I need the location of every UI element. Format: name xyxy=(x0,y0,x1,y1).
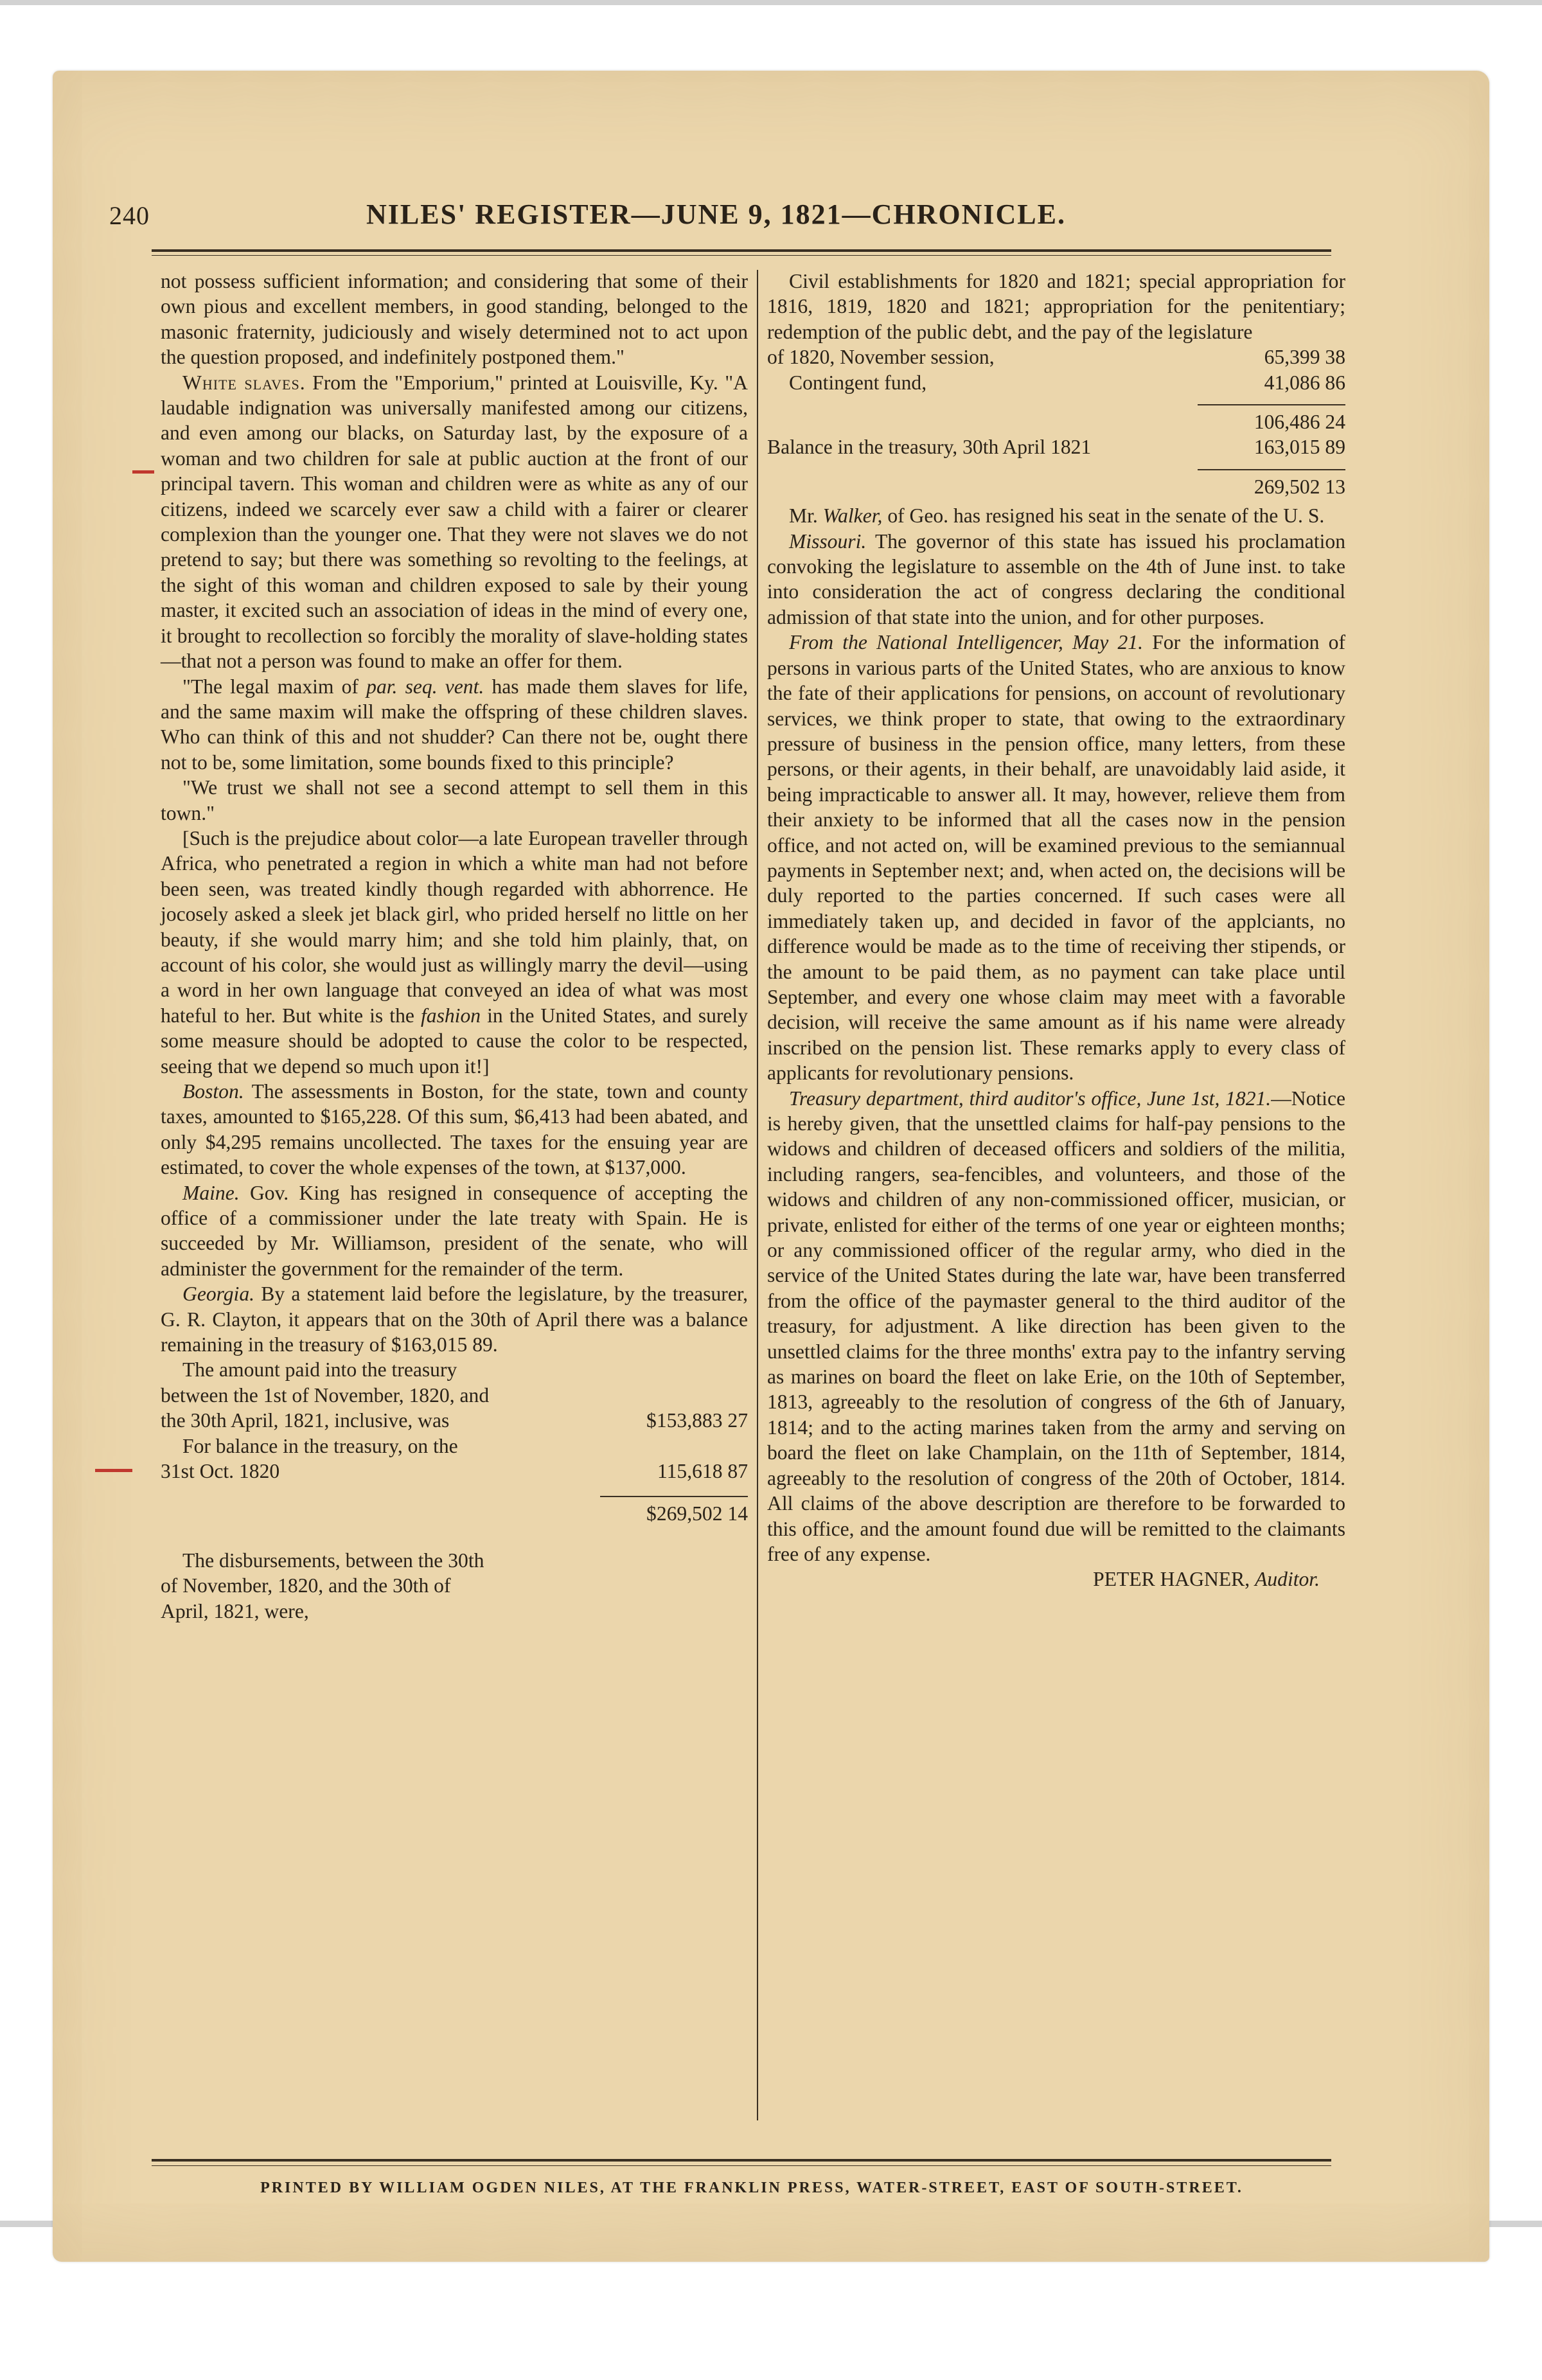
civil-establishments: Civil establishments for 1820 and 1821; special appropriation for 1816, 1819, 1820 and 1821; appropriation for the penitentiary; redemption of the public debt, and the pay of the legislature xyxy=(767,270,1345,343)
legal-maxim-body: has made them slaves for life, and the same maxim will make the offspring of these children slaves. Who can think of this and not shudder? Can there not be, ought there not to be, some limitation, some bounds fixed to this principle? xyxy=(161,675,748,774)
contingent-row xyxy=(767,370,1345,395)
walker-mr: Mr. xyxy=(789,504,818,528)
missouri-heading: Missouri. xyxy=(789,529,867,553)
right-column xyxy=(767,269,1345,1592)
prejudice-close: in the United States, and surely some measure should be adopted to cause the color to be respected, seeing that we depend so much upon it!] xyxy=(161,1004,748,1078)
subtotal-amount: 106,486 24 xyxy=(1254,411,1345,434)
treasury-notice-body: —Notice is hereby given, that the unsettled claims for half-pay pensions to the widows and children of deceased officers and soldiers of the militia, including rangers, sea-fencibles, and volunteers, and those of the widows and children of any non-commissioned officer, musician, or private, enlisted for either of the terms of one year or eighteen months; or any commissioned officer of the regular army, who died in the service of the United States during the late war, have been transferred from the office of the paymaster general to the third auditor of the treasury, for adjustment. A like direction has been given to the unsettled claims for the three months' extra pay to the infantry serving as marines on board the fleet on lake Erie, on the 10th of September, 1813, agreeably to the resolution of congress of the 6th of January, 1814; and to the acting marines taken from the army and serving on board the fleet on lake Champlain, on the 11th of September, 1814, agreeably to the resolution of congress of the 20th of October, 1814. All claims of the above description are therefore to be forwarded to this office, and the amount found due will be remitted to the claimants free of any expense. xyxy=(767,1087,1345,1565)
contingent-amount: 41,086 86 xyxy=(1264,371,1345,394)
prejudice-paragraph xyxy=(161,826,748,1079)
legal-maxim-intro: "The legal maxim of xyxy=(182,675,359,698)
footer-rule-thin xyxy=(152,2165,1331,2166)
civil-label: of 1820, November session, xyxy=(767,346,995,369)
georgia-body: By a statement laid before the legislature, by the treasurer, G. R. Clayton, it appears that on the 30th of April there was a balance remaining in the treasury of $163,015 89. xyxy=(161,1283,749,1356)
paid-line-1: The amount paid into the treasury xyxy=(182,1358,457,1381)
total-amount: $269,502 14 xyxy=(646,1502,748,1525)
signature xyxy=(767,1567,1345,1592)
footer-rule-thick xyxy=(152,2159,1331,2162)
paid-line-2: between the 1st of November, 1820, and xyxy=(161,1383,490,1407)
balance-row xyxy=(161,1459,748,1484)
legal-maxim-paragraph xyxy=(161,674,748,776)
signature-name: PETER HAGNER, xyxy=(1093,1568,1250,1591)
sum-rule-left xyxy=(600,1496,748,1497)
disbursement-line-3: April, 1821, were, xyxy=(161,1599,309,1622)
sum-rule-right-1 xyxy=(1198,404,1345,405)
balance-label: 31st Oct. 1820 xyxy=(161,1460,280,1483)
column-divider xyxy=(757,270,758,2120)
balance-amount: 115,618 87 xyxy=(657,1460,748,1483)
disbursement-line-2: of November, 1820, and the 30th of xyxy=(161,1574,451,1597)
margin-mark-1 xyxy=(132,470,154,474)
treasury-notice-heading: Treasury department, third auditor's office, June 1st, 1821. xyxy=(789,1087,1272,1110)
civil-row xyxy=(767,344,1345,369)
running-title: NILES' REGISTER—JUNE 9, 1821—CHRONICLE. xyxy=(366,199,1066,230)
maine-heading: Maine. xyxy=(182,1181,240,1204)
maine-paragraph xyxy=(161,1180,748,1282)
prejudice-fashion: fashion xyxy=(421,1004,481,1027)
page-number: 240 xyxy=(109,201,150,230)
disbursement-line-1: The disbursements, between the 30th xyxy=(182,1549,484,1572)
treasury-notice-paragraph xyxy=(767,1086,1345,1567)
maine-body: Gov. King has resigned in consequence of accepting the office of a commissioner under the late treaty with Spain. He is succeeded by Mr. Williamson, president of the senate, who will administer the government for the remainder of the term. xyxy=(161,1181,748,1280)
white-slaves-body: From the "Emporium," printed at Louisville, Ky. "A laudable indignation was universally manifested among our citizens, and even among our blacks, on Saturday last, by the exposure of a woman and two children for sale at public auction at the front of our principal tavern. This woman and children were as white as any of our citizens, indeed we scarcely ever saw a child with a fairer or clearer complexion than the younger one. That they were not slaves we do not pretend to say; but there was something so revolting to the feelings, at the sight of this woman and children exposed to sale by their young master, it excited such an association of ideas in the mind of every one, it brought to recollection so forcibly the morality of slave-holding states—that not a person was found to make an offer for them. xyxy=(161,371,748,673)
contingent-label: Contingent fund, xyxy=(789,371,927,394)
civil-amount: 65,399 38 xyxy=(1264,346,1345,369)
grand-total: 269,502 13 xyxy=(1254,475,1345,498)
missouri-paragraph xyxy=(767,529,1345,630)
masonic-paragraph: not possess sufficient information; and considering that some of their own pious and excellent members, in good standing, belonged to the masonic fraternity, judiciously and wisely determined not to act upon the question proposed, and indefinitely postponed them." xyxy=(161,270,748,369)
treasury-balance-amount: 163,015 89 xyxy=(1254,436,1345,459)
treasury-balance-label: Balance in the treasury, 30th April 1821 xyxy=(767,436,1092,459)
walker-body: of Geo. has resigned his seat in the senate of the U. S. xyxy=(887,504,1325,528)
left-column xyxy=(161,269,748,1624)
paid-label: the 30th April, 1821, inclusive, was xyxy=(161,1409,450,1432)
scanner-band-top xyxy=(0,0,1542,5)
paid-amount: $153,883 27 xyxy=(646,1409,748,1432)
boston-heading: Boston. xyxy=(182,1080,244,1103)
walker-name: Walker, xyxy=(822,504,883,528)
prejudice-body: [Such is the prejudice about color—a late European traveller through Africa, who penetrated a region in which a white man had not before been seen, was treated kindly though regarded with abhorrence. He jocosely asked a sleek jet black girl, who prided herself no little on her beauty, if she would marry him; and she told him plainly, that, on account of his color, she would just as willingly marry the devil—using a word in her own language that conveyed an idea of what was most hateful to her. But white is the xyxy=(161,826,748,1027)
sum-rule-right-2 xyxy=(1198,469,1345,470)
legal-maxim-latin: par. seq. vent. xyxy=(366,675,484,698)
balance-line-1: For balance in the treasury, on the xyxy=(182,1434,458,1457)
georgia-paragraph xyxy=(161,1281,748,1357)
white-slaves-heading: White slaves. xyxy=(182,371,306,394)
paid-row xyxy=(161,1408,748,1433)
boston-body: The assessments in Boston, for the state, town and county taxes, amounted to $165,228. Of this sum, $6,413 had been abated, and only $4,295 remains uncollected. The taxes for the ensuing year are estimated, to cover the whole expenses of the town, at $137,000. xyxy=(161,1080,748,1179)
intelligencer-heading: From the National Intelligencer, May 21. xyxy=(789,631,1143,654)
intelligencer-body: For the information of persons in various parts of the United States, who are anxious to know the fate of their applications for pensions, on account of revolutionary services, we think proper to state, that owing to the extraordinary pressure of business in the pension office, many letters, from these persons, or their agents, in their behalf, are unavoidably laid aside, it being impracticable to answer all. It may, however, relieve them from their anxiety to be informed that all the cases now in the pension office, and not acted on, will be examined previous to the semiannual payments in September next; and, when acted on, the decisions will be duly reported to the parties concerned. If such cases were all immediately taken up, and decided in favor of the applciants, no difference would be made as to the time of receiving ther stipends, or the amount to be paid them, as no payment can take place until September, and every one whose claim may meet with a favorable decision, will receive the same amount as if his name were already inscribed on the pension list. These remarks apply to every class of applicants for revolutionary pensions. xyxy=(767,631,1345,1085)
treasury-balance-row xyxy=(767,434,1345,459)
intelligencer-paragraph xyxy=(767,630,1345,1085)
trust-paragraph: "We trust we shall not see a second attempt to sell them in this town." xyxy=(161,776,748,824)
signature-title: Auditor. xyxy=(1255,1568,1320,1591)
georgia-heading: Georgia. xyxy=(182,1283,255,1306)
white-slaves-paragraph xyxy=(161,370,748,674)
header-rule-thin xyxy=(152,255,1331,256)
margin-mark-2 xyxy=(95,1469,132,1472)
walker-paragraph xyxy=(767,503,1345,528)
printer-imprint: PRINTED BY WILLIAM OGDEN NILES, AT THE FRANKLIN PRESS, WATER-STREET, EAST OF SOUTH-STREET. xyxy=(260,2180,1243,2196)
missouri-body: The governor of this state has issued his proclamation convoking the legislature to assemble on the 4th of June inst. to take into consideration the act of congress declaring the conditional admission of that state into the union, and for other purposes. xyxy=(767,529,1346,628)
boston-paragraph xyxy=(161,1079,748,1180)
header-rule-thick xyxy=(152,249,1331,252)
